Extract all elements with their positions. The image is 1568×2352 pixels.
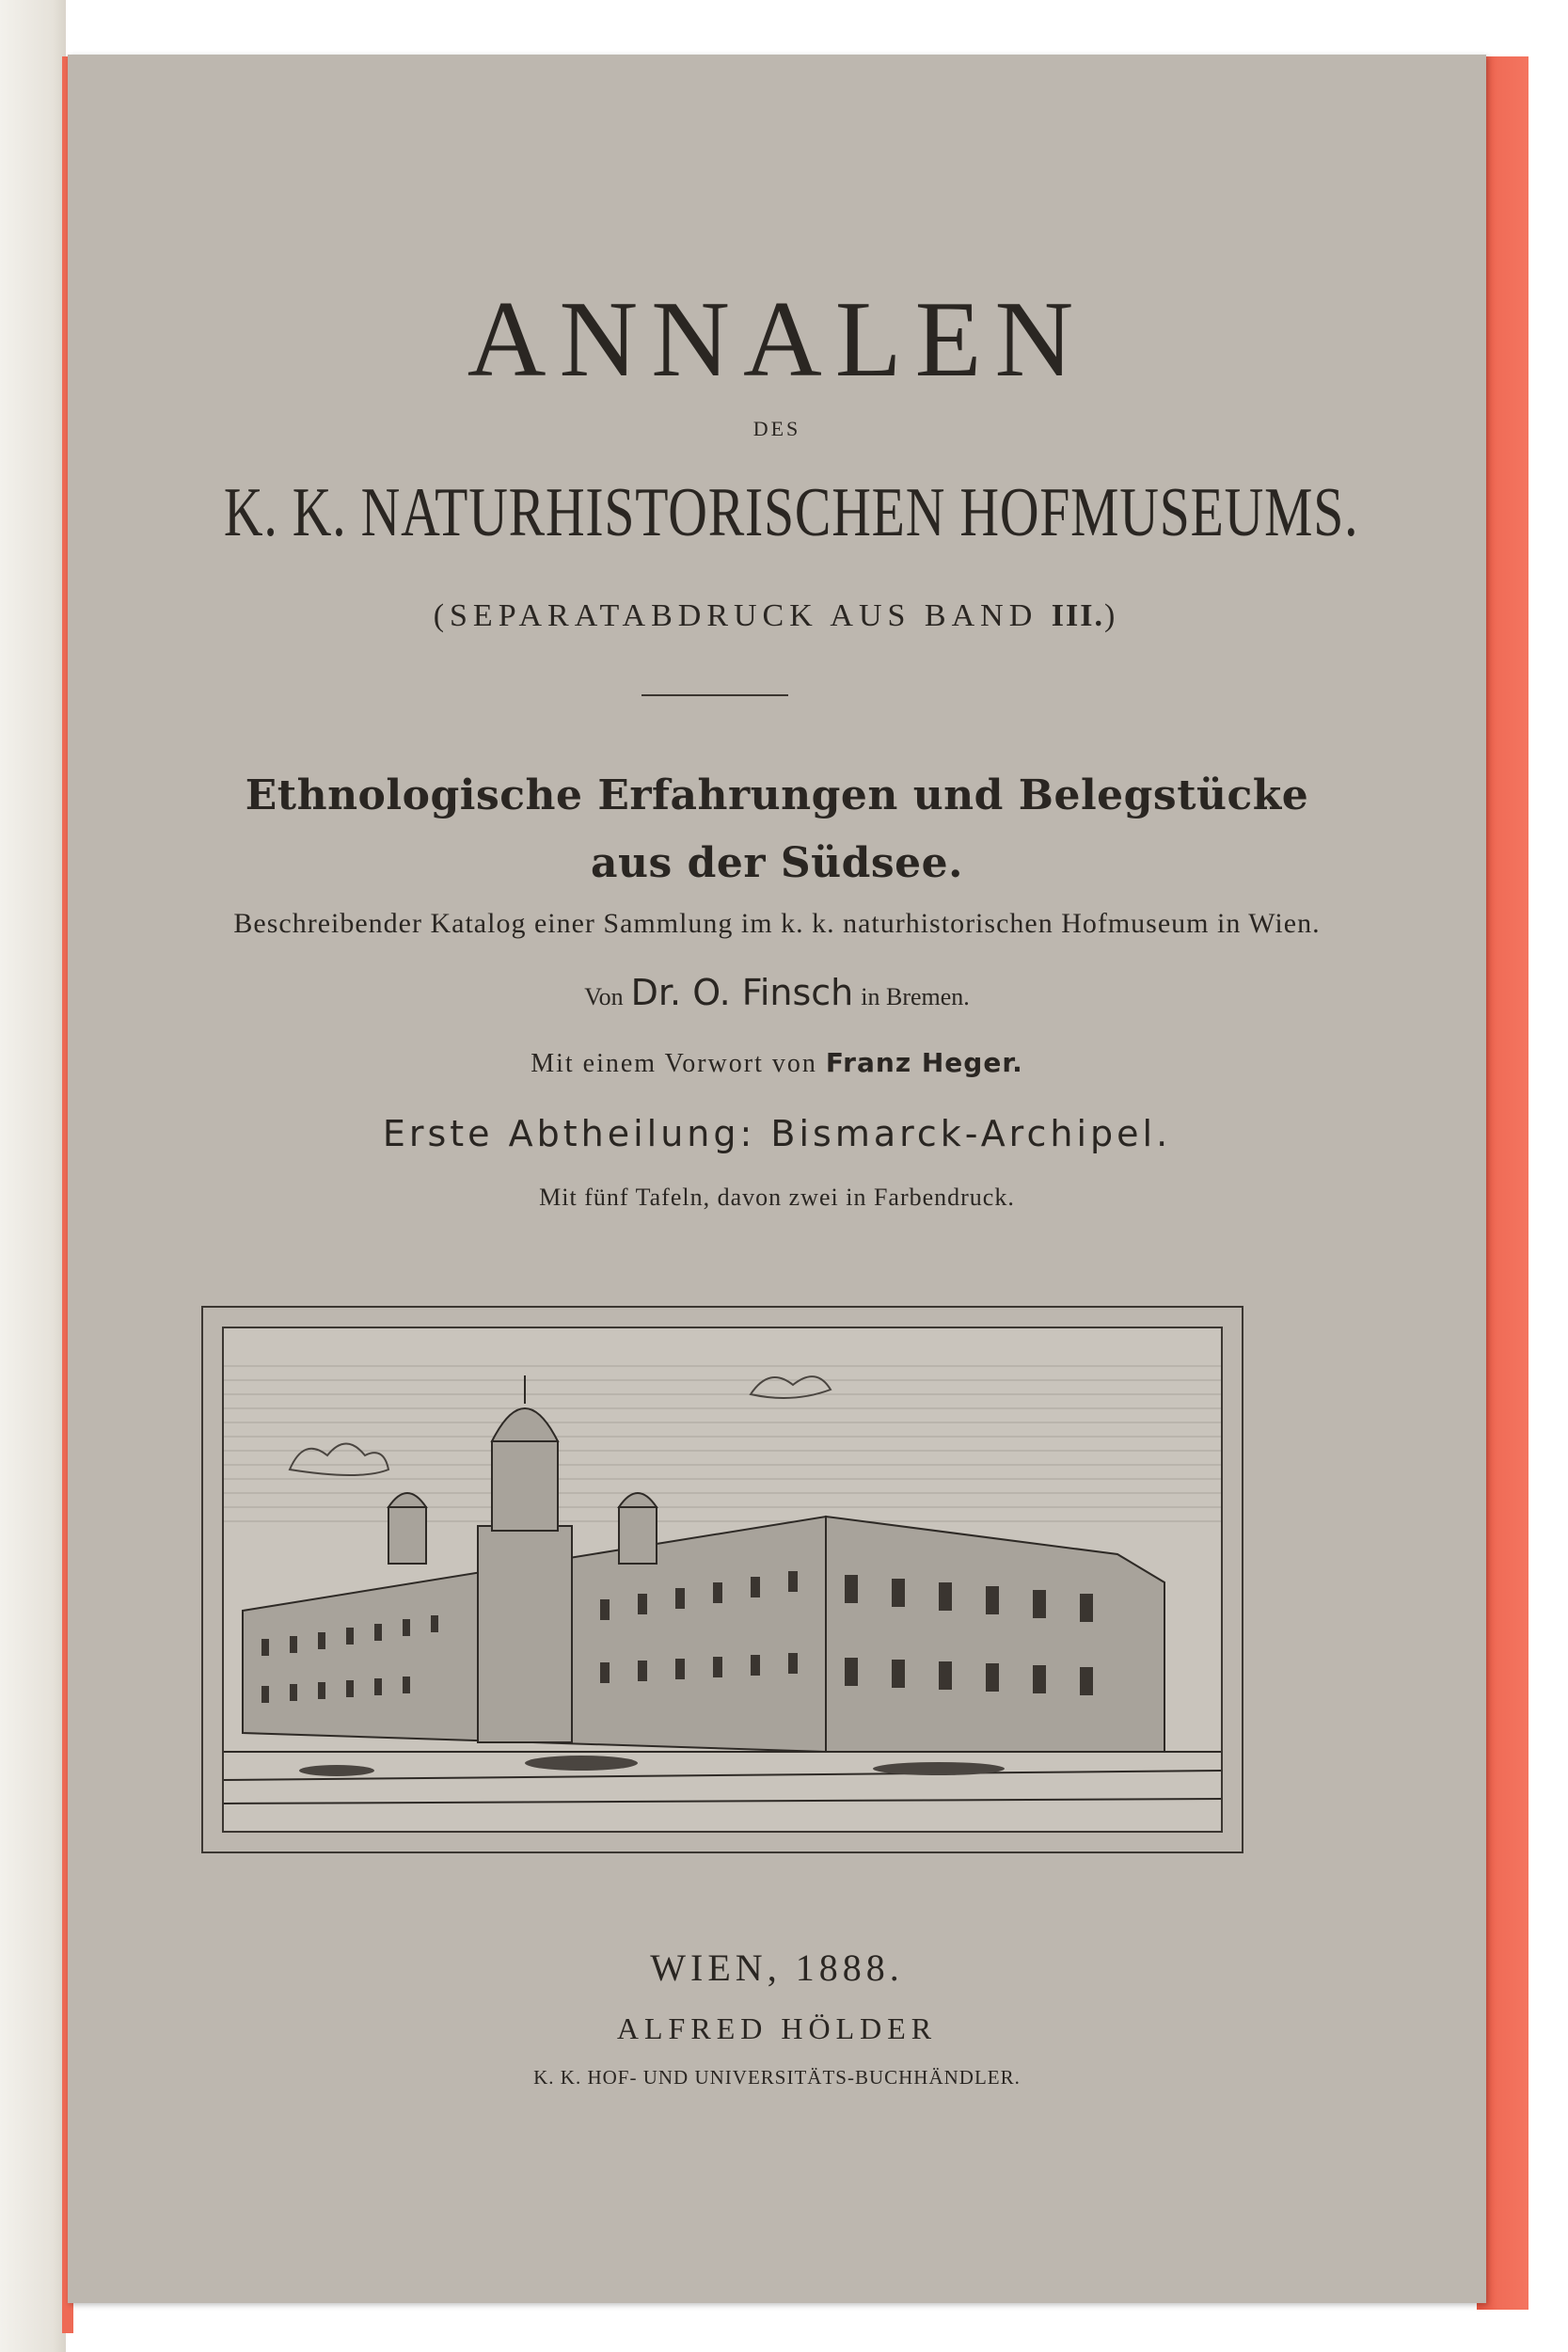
- museum-illustration: [222, 1327, 1223, 1833]
- museum-building-engraving-icon: [224, 1328, 1221, 1831]
- left-page-edge: [0, 0, 66, 2352]
- publisher-name: ALFRED HÖLDER: [616, 2011, 938, 2045]
- main-title: ANNALEN: [467, 279, 1087, 400]
- author-suffix: in Bremen.: [861, 983, 970, 1010]
- section-title: Erste Abtheilung: Bismarck-Archipel.: [382, 1113, 1172, 1154]
- work-title-line2: aus der Südsee.: [591, 839, 963, 887]
- foreword-name: Franz Heger.: [825, 1047, 1023, 1078]
- work-description: Beschreibender Katalog einer Sammlung im k. k. naturhistorischen Hofmuseum in Wien.: [233, 908, 1321, 939]
- imprint-place-year: WIEN, 1888.: [650, 1947, 904, 1989]
- author-line: [68, 972, 1486, 1013]
- offprint-prefix: (SEPARATABDRUCK AUS BAND: [433, 598, 1052, 633]
- foreword-prefix: Mit einem Vorwort von: [531, 1049, 817, 1078]
- author-name: Dr. O. Finsch: [630, 972, 854, 1013]
- institution-name: K. K. NATURHISTORISCHEN HOFMUSEUMS.: [223, 474, 1359, 551]
- work-title-line1: Ethnologische Erfahrungen und Belegstücke: [245, 771, 1309, 819]
- foreword-line: [68, 1047, 1486, 1079]
- offprint-note: [68, 598, 1486, 634]
- title-connector: DES: [752, 417, 801, 440]
- offprint-volume: III.: [1051, 598, 1104, 633]
- divider-rule: [641, 694, 788, 696]
- offprint-suffix: ): [1103, 598, 1121, 633]
- title-page: [68, 55, 1486, 2303]
- publisher-title: K. K. HOF- UND UNIVERSITÄTS-BUCHHÄNDLER.: [533, 2066, 1021, 2089]
- plates-note: Mit fünf Tafeln, davon zwei in Farbendruck.: [539, 1184, 1015, 1211]
- author-prefix: Von: [584, 983, 624, 1010]
